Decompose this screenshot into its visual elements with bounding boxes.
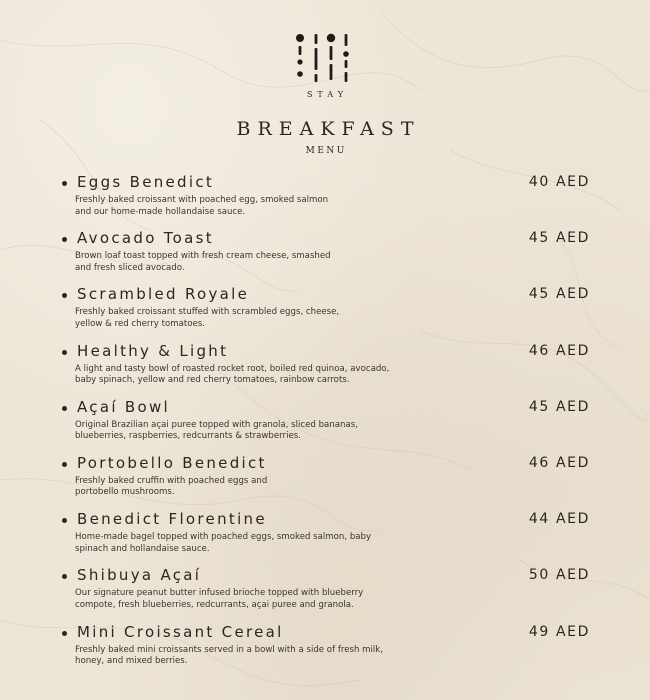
item-name: Eggs Benedict [77, 173, 215, 191]
bullet-icon [62, 631, 67, 636]
item-price: 45 AED [528, 398, 590, 415]
menu-item [60, 509, 600, 565]
item-description: A light and tasty bowl of roasted rocket root, boiled red quinoa, avocado, baby spinach, yellow and red cherry tomatoes, rainbow carrots. [75, 363, 390, 386]
menu-list [60, 172, 600, 678]
bullet-icon [62, 574, 67, 579]
menu-title: BREAKFAST [236, 118, 421, 140]
bullet-icon [62, 237, 67, 242]
item-description: Brown loaf toast topped with fresh cream cheese, smashed and fresh sliced avocado. [75, 251, 331, 273]
item-name: Scrambled Royale [77, 285, 250, 304]
item-name: Mini Croissant Cereal [77, 622, 284, 641]
item-name: Portobello Benedict [77, 453, 267, 472]
bullet-icon [62, 406, 67, 411]
menu-item [60, 622, 600, 678]
bullet-icon [62, 181, 67, 186]
menu-item [60, 565, 600, 621]
item-description: Our signature peanut butter infused brioche topped with blueberry compote, fresh blueberries, redcurrants, açai puree and granola. [75, 588, 364, 610]
stay-logo [293, 32, 357, 102]
item-price: 49 AED [528, 623, 590, 640]
item-price: 46 AED [528, 342, 590, 359]
item-name: Açaí Bowl [77, 397, 170, 416]
menu-item [60, 453, 600, 509]
menu-item [60, 228, 600, 284]
item-name: Shibuya Açaí [77, 566, 202, 585]
cutlery-icon [293, 32, 357, 88]
bullet-icon [62, 350, 67, 355]
bullet-icon [62, 293, 67, 298]
item-description: Freshly baked mini croissants served in a bowl with a side of fresh milk, honey, and mixed berries. [75, 644, 383, 666]
menu-item [60, 397, 600, 453]
menu-item [60, 341, 600, 397]
item-name: Avocado Toast [77, 229, 214, 248]
item-description: Freshly baked croissant with poached egg, smoked salmon and our home-made hollandaise sauce. [75, 195, 329, 217]
brand-name: STAY [306, 90, 349, 99]
item-name: Healthy & Light [77, 341, 229, 360]
item-description: Freshly baked cruffin with poached eggs and portobello mushrooms. [75, 475, 268, 498]
menu-item [60, 172, 600, 228]
item-price: 45 AED [528, 286, 590, 303]
item-price: 46 AED [528, 454, 590, 471]
item-description: Freshly baked croissant stuffed with scrambled eggs, cheese, yellow & red cherry tomatoes. [75, 307, 340, 329]
item-description: Home-made bagel topped with poached eggs, smoked salmon, baby spinach and hollandaise sauce. [75, 532, 372, 554]
bullet-icon [62, 462, 67, 467]
bullet-icon [62, 518, 67, 523]
menu-item [60, 284, 600, 340]
item-name: Benedict Florentine [77, 510, 267, 529]
item-price: 40 AED [528, 174, 590, 190]
item-price: 44 AED [528, 511, 590, 528]
item-price: 50 AED [528, 567, 590, 584]
menu-subtitle: MENU [305, 146, 347, 156]
item-description: Original Brazilian açai puree topped with granola, sliced bananas, blueberries, raspberries, redcurrants & strawberries. [75, 419, 358, 442]
item-price: 45 AED [528, 230, 590, 247]
